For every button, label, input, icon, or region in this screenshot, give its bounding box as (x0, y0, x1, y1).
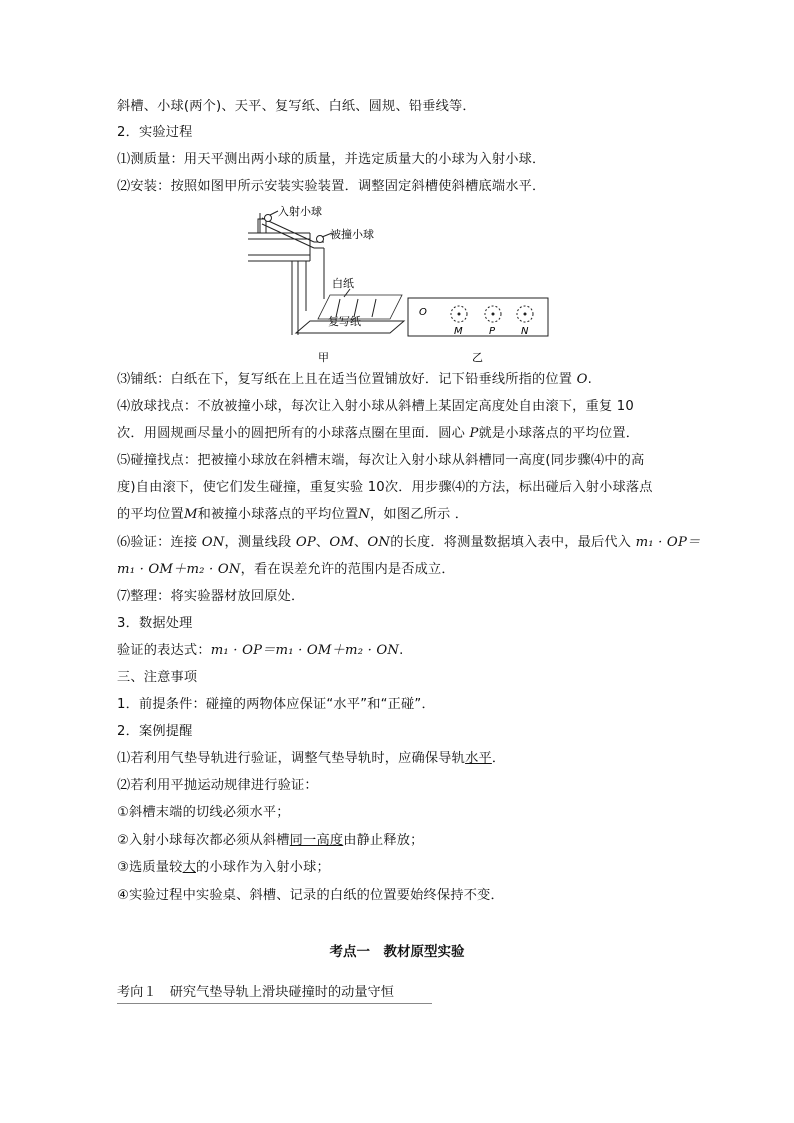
caption-yi: 乙 (472, 351, 483, 364)
step-1: ⑴测质量：用天平测出两小球的质量，并选定质量大的小球为入射小球． (117, 152, 546, 167)
section-heading: 考点一 教材原型实验 (329, 944, 465, 960)
point-p-label: P (489, 326, 496, 337)
case-1: ⑴若利用气垫导轨进行验证，调整气垫导轨时，应确保导轨水平． (117, 751, 506, 766)
step-5-line-3: 的平均位置M和被撞小球落点的平均位置N，如图乙所示 ． (117, 507, 469, 522)
section-title: 2．实验过程 (117, 125, 193, 140)
step-2: ⑵安装：按照如图甲所示安装实验装置．调整固定斜槽使斜槽底端水平． (117, 179, 546, 194)
label-carbon-paper: 复写纸 (328, 315, 361, 328)
step-5-line-1: ⑸碰撞找点：把被撞小球放在斜槽末端，每次让入射小球从斜槽同一高度(同步骤⑷中的高 (117, 453, 645, 468)
case-2-item-4: ④实验过程中实验桌、斜槽、记录的白纸的位置要始终保持不变． (117, 888, 504, 903)
case-2-item-1: ①斜槽末端的切线必须水平； (117, 805, 290, 820)
case-2-item-2: ②入射小球每次都必须从斜槽同一高度由静止释放； (117, 833, 424, 848)
step-5-line-2: 度)自由滚下，使它们发生碰撞，重复实验 10次．用步骤⑷的方法，标出碰后入射小球落点 (117, 480, 653, 495)
label-target-ball: 被撞小球 (330, 228, 374, 241)
point-m-dot (458, 313, 461, 316)
section-3-title: 3．数据处理 (117, 616, 193, 631)
caption-jia: 甲 (318, 351, 329, 364)
step-6-line-1: ⑹验证：连接 ON，测量线段 OP、OM、ON的长度．将测量数据填入表中，最后代入 m₁ · OP＝ (117, 535, 701, 550)
formula-line: 验证的表达式：m₁ · OP＝m₁ · OM＋m₂ · ON. (117, 643, 404, 658)
point-n-dot (524, 313, 527, 316)
equipment-line: 斜槽、小球(两个)、天平、复写纸、白纸、圆规、铅垂线等． (117, 99, 476, 114)
point-p-dot (492, 313, 495, 316)
label-white-paper: 白纸 (332, 277, 354, 290)
part-3-title: 三、注意事项 (117, 670, 198, 685)
experiment-figure (240, 203, 560, 365)
note-1: 1．前提条件：碰撞的两物体应保证“水平”和“正碰”． (117, 697, 435, 712)
step-3: ⑶铺纸：白纸在下，复写纸在上且在适当位置铺放好．记下铅垂线所指的位置 O. (117, 372, 592, 387)
case-2: ⑵若利用平抛运动规律进行验证： (117, 778, 318, 793)
point-m-label: M (454, 326, 463, 337)
step-4-line-1: ⑷放球找点：不放被撞小球，每次让入射小球从斜槽上某固定高度处自由滚下，重复 10 (117, 399, 634, 414)
point-o-label: O (419, 307, 427, 318)
case-2-item-3: ③选质量较大的小球作为入射小球； (117, 860, 330, 875)
step-4-line-2: 次．用圆规画尽量小的圆把所有的小球落点圈在里面．圆心 P就是小球落点的平均位置． (117, 426, 640, 441)
sub-heading-rule (117, 1003, 432, 1004)
note-2: 2．案例提醒 (117, 724, 193, 739)
point-n-label: N (521, 326, 529, 337)
step-6-line-2: m₁ · OM＋m₂ · ON，看在误差允许的范围内是否成立． (117, 562, 455, 577)
incident-ball (265, 215, 272, 222)
step-7: ⑺整理：将实验器材放回原处． (117, 589, 305, 604)
apparatus-diagram (248, 213, 404, 335)
sub-heading: 考向１ 研究气垫导轨上滑块碰撞时的动量守恒 (117, 985, 394, 1000)
label-incident-ball: 入射小球 (278, 205, 322, 218)
